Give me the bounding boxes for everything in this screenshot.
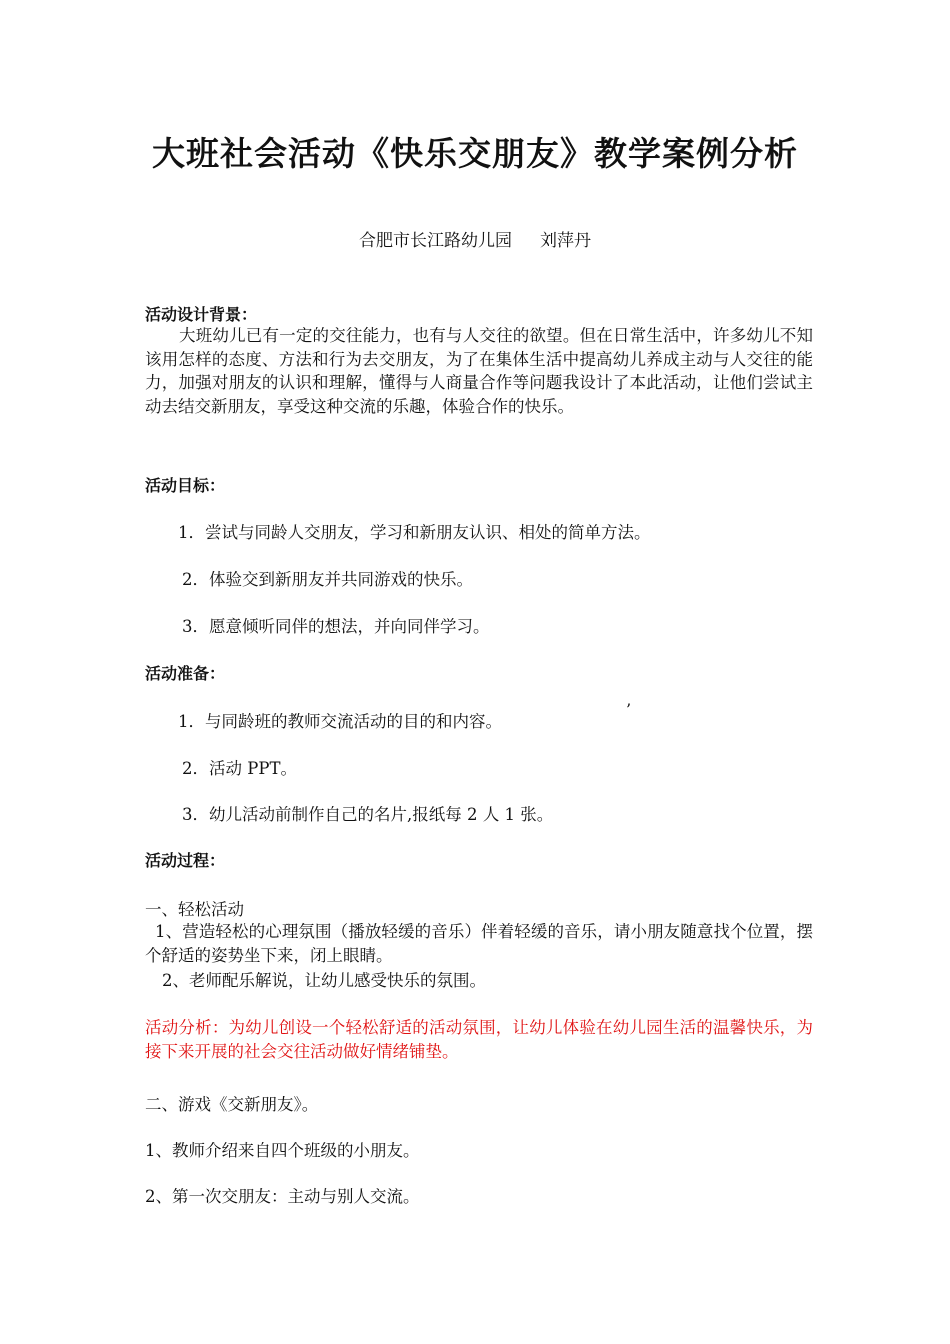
- section2-step2: 2、第一次交朋友：主动与别人交流。: [145, 1187, 420, 1206]
- background-paragraph: 大班幼儿已有一定的交往能力，也有与人交往的欲望。但在日常生活中，许多幼儿不知该用怎样的态度、方法和行为去交朋友，为了在集体生活中提高幼儿养成主动与人交往的能力，加强对朋友的认识和理解，懂得与人商量合作等问题我设计了本此活动，让他们尝试主动去结交新朋友，享受这种交流的乐趣，体验合作的快乐。: [145, 326, 813, 416]
- preparation-item-1: 1．与同龄班的教师交流活动的目的和内容。: [178, 712, 502, 731]
- author-line: [0, 226, 950, 251]
- goal-item-2: 2．体验交到新朋友并共同游戏的快乐。: [182, 570, 473, 589]
- section1-analysis: 活动分析：为幼儿创设一个轻松舒适的活动氛围，让幼儿体验在幼儿园生活的温馨快乐，为接下来开展的社会交往活动做好情绪铺垫。: [145, 1018, 813, 1061]
- goal-item-3: 3．愿意倾听同伴的想法，并向同伴学习。: [182, 617, 490, 636]
- background-heading: 活动设计背景：: [145, 305, 258, 324]
- section1-step1: 1、营造轻松的心理氛围（播放轻缓的音乐）伴着轻缓的音乐，请小朋友随意找个位置，摆个舒适的姿势坐下来，闭上眼睛。: [145, 922, 813, 965]
- stray-mark: ’: [626, 700, 632, 719]
- document-title: 大班社会活动《快乐交朋友》教学案例分析: [152, 134, 798, 173]
- section1-step2: 2、老师配乐解说，让幼儿感受快乐的氛围。: [162, 971, 486, 990]
- process-heading: 活动过程：: [145, 851, 226, 870]
- author-school: 合肥市长江路幼儿园: [359, 231, 512, 251]
- preparation-item-3: 3．幼儿活动前制作自己的名片,报纸每 2 人 1 张。: [182, 805, 554, 824]
- goals-heading: 活动目标：: [145, 476, 226, 495]
- section2-step1: 1、教师介绍来自四个班级的小朋友。: [145, 1141, 420, 1160]
- author-name: 刘萍丹: [540, 231, 591, 251]
- preparation-heading: 活动准备：: [145, 664, 226, 683]
- preparation-item-2: 2．活动 PPT。: [182, 759, 297, 778]
- goal-item-1: 1．尝试与同龄人交朋友，学习和新朋友认识、相处的简单方法。: [178, 523, 651, 542]
- section2-title: 二、游戏《交新朋友》。: [145, 1095, 319, 1114]
- section1-title: 一、轻松活动: [145, 900, 244, 919]
